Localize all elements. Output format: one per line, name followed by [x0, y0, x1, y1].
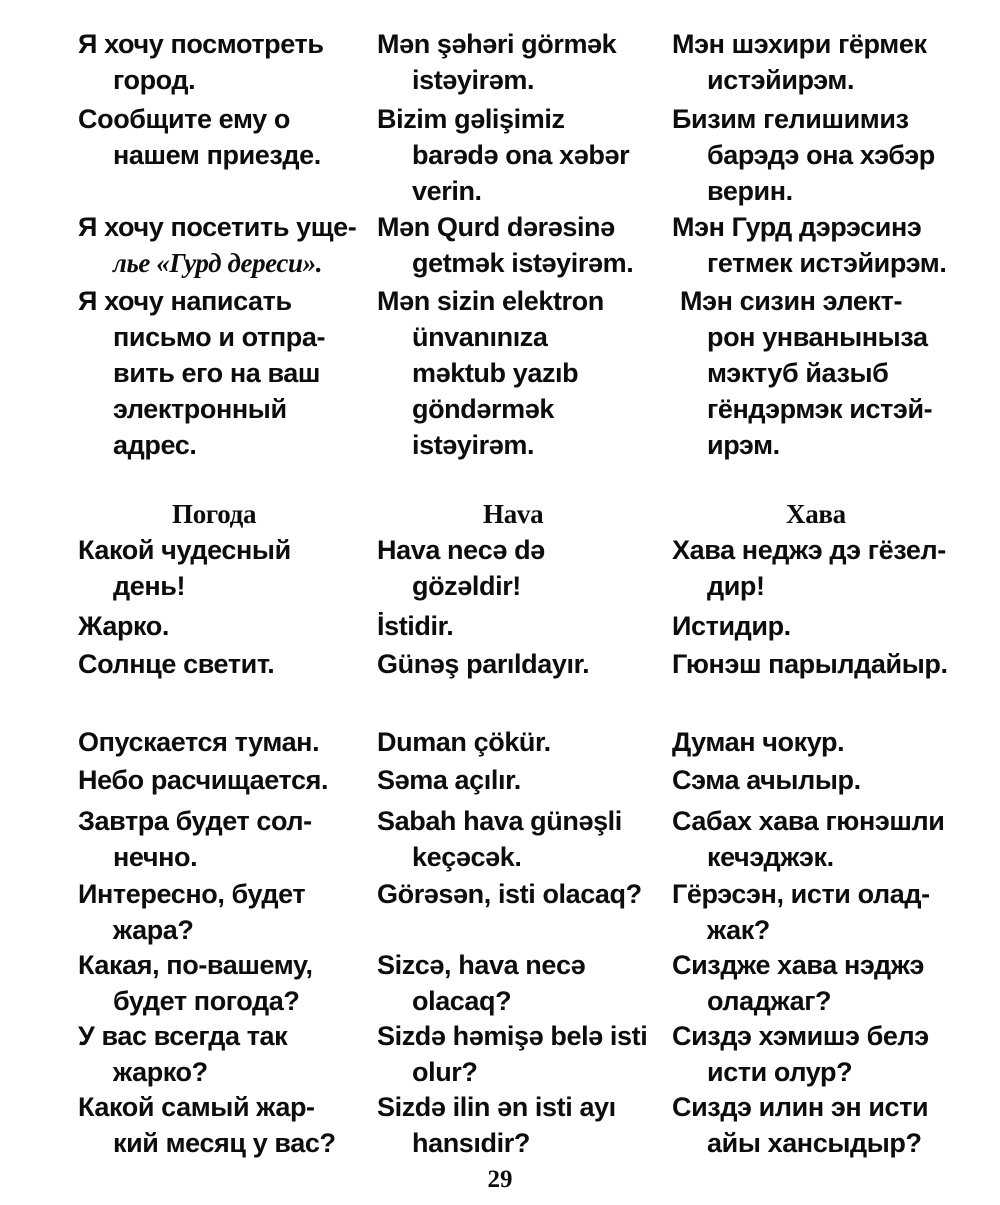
text-line: гёндэрмэк истэй- — [707, 394, 933, 424]
russian-phrase — [78, 608, 373, 644]
text-line: нечно. — [113, 842, 198, 872]
text-line: Хава неджэ дэ гёзел- — [672, 535, 946, 565]
text-line: Sabah hava günəşli — [377, 806, 622, 836]
text-line: Mən sizin elektron — [377, 286, 604, 316]
transliteration — [672, 209, 994, 281]
text-line: Сиздэ илин эн исти — [672, 1092, 929, 1122]
azerbaijani-phrase — [377, 1018, 669, 1090]
text-line: дир! — [707, 571, 765, 601]
russian-phrase — [78, 803, 373, 875]
russian-phrase — [78, 947, 373, 1019]
page-number: 29 — [487, 1166, 513, 1193]
text-line: Günəş parıldayır. — [377, 649, 590, 679]
text-line: keçəcək. — [412, 842, 522, 872]
text-line: Солнце светит. — [78, 649, 275, 679]
azerbaijani-phrase — [377, 1089, 669, 1161]
text-line: Небо расчищается. — [78, 765, 329, 795]
text-line: istəyirəm. — [412, 430, 535, 460]
text-line: Sizdə ilin ən isti ayı — [377, 1092, 616, 1122]
text-line: гетмек истэйирэм. — [707, 248, 947, 278]
text-line: вить его на ваш — [113, 358, 321, 388]
transliteration — [672, 803, 994, 875]
section-heading-russian: Погода — [172, 499, 257, 529]
text-line: жарко? — [113, 1057, 208, 1087]
text-line: верин. — [707, 176, 793, 206]
text-line: кечэджэк. — [707, 842, 834, 872]
text-line: У вас всегда так — [78, 1021, 288, 1051]
text-line: ирэм. — [707, 430, 780, 460]
text-line: Истидир. — [672, 611, 791, 641]
text-line: Гёрэсэн, исти олад- — [672, 879, 930, 909]
text-line: Сообщите ему о — [78, 104, 290, 134]
section-heading-azerbaijani: Hava — [483, 499, 544, 529]
russian-phrase — [78, 876, 373, 948]
text-line: getmək istəyirəm. — [412, 248, 634, 278]
transliteration — [672, 608, 994, 644]
text-line: barədə ona xəbər — [412, 140, 630, 170]
text-line: İstidir. — [377, 611, 454, 641]
text-line: Hava necə də — [377, 535, 545, 565]
text-line: жак? — [707, 915, 770, 945]
text-line: istəyirəm. — [412, 65, 535, 95]
text-line: olur? — [412, 1057, 478, 1087]
text-line: письмо и отпра- — [113, 322, 326, 352]
transliteration — [672, 876, 994, 948]
text-line: жара? — [113, 915, 194, 945]
text-line: айы хансыдыр? — [707, 1128, 922, 1158]
text-line: Sizcə, hava necə — [377, 950, 586, 980]
text-line: göndərmək — [412, 394, 554, 424]
text-line: лье «Гурд дереси». — [113, 248, 323, 278]
russian-phrase — [78, 532, 373, 604]
transliteration — [672, 532, 994, 604]
transliteration — [672, 646, 994, 682]
text-line: город. — [113, 65, 196, 95]
text-line: Мэн сизин элект- — [680, 286, 903, 316]
text-line: Какой самый жар- — [78, 1092, 315, 1122]
transliteration — [672, 26, 994, 98]
text-line: Bizim gəlişimiz — [377, 104, 565, 134]
text-line: Я хочу посмотреть — [78, 29, 324, 59]
text-line: Mən şəhəri görmək — [377, 29, 617, 59]
russian-phrase — [78, 26, 373, 98]
text-line: gözəldir! — [412, 571, 521, 601]
text-line: Səma açılır. — [377, 765, 521, 795]
transliteration — [672, 1018, 994, 1090]
azerbaijani-phrase — [377, 947, 669, 1019]
text-line: мэктуб йазыб — [707, 358, 889, 388]
text-line: Какой чудесный — [78, 535, 291, 565]
text-line: olacaq? — [412, 986, 512, 1016]
text-line: электронный — [113, 394, 287, 424]
russian-phrase — [78, 724, 373, 760]
text-line: hansıdir? — [412, 1128, 530, 1158]
text-line: Сиздже хава нэджэ — [672, 950, 925, 980]
azerbaijani-phrase — [377, 209, 669, 281]
azerbaijani-phrase — [377, 876, 669, 912]
azerbaijani-phrase — [377, 532, 669, 604]
russian-phrase — [78, 101, 373, 173]
azerbaijani-phrase — [377, 26, 669, 98]
text-line: кий месяц у вас? — [113, 1128, 336, 1158]
russian-phrase — [78, 1089, 373, 1161]
text-line: Бизим гелишимиз — [672, 104, 909, 134]
text-line: Görəsən, isti olacaq? — [377, 879, 642, 909]
text-line: Sizdə həmişə belə isti — [377, 1021, 648, 1051]
text-line: ünvanınıza — [412, 322, 548, 352]
text-line: Mən Qurd dərəsinə — [377, 212, 615, 242]
russian-phrase — [78, 762, 373, 798]
text-line: будет погода? — [113, 986, 300, 1016]
text-line: Думан чокур. — [672, 727, 845, 757]
transliteration — [672, 947, 994, 1019]
russian-phrase — [78, 646, 373, 682]
transliteration — [672, 724, 994, 760]
azerbaijani-phrase — [377, 762, 669, 798]
text-line: məktub yazıb — [412, 358, 579, 388]
text-line: барэдэ она хэбэр — [707, 140, 935, 170]
russian-phrase — [78, 283, 373, 463]
text-line: Завтра будет сол- — [78, 806, 312, 836]
text-line: нашем приезде. — [113, 140, 321, 170]
text-line: истэйирэм. — [707, 65, 855, 95]
text-line: Опускается туман. — [78, 727, 320, 757]
transliteration — [672, 283, 994, 463]
text-line: оладжаг? — [707, 986, 832, 1016]
text-line: Мэн шэхири гёрмек — [672, 29, 927, 59]
azerbaijani-phrase — [377, 101, 669, 209]
text-line: Сабах хава гюнэшли — [672, 806, 945, 836]
russian-phrase — [78, 209, 373, 281]
text-line: Какая, по-вашему, — [78, 950, 313, 980]
text-line: Жарко. — [78, 611, 169, 641]
russian-phrase — [78, 1018, 373, 1090]
transliteration — [672, 1089, 994, 1161]
text-line: Duman çökür. — [377, 727, 551, 757]
azerbaijani-phrase — [377, 283, 669, 463]
text-line: Я хочу посетить уще- — [78, 212, 357, 242]
azerbaijani-phrase — [377, 724, 669, 760]
text-line: адрес. — [113, 430, 197, 460]
text-line: исти олур? — [707, 1057, 853, 1087]
text-line: рон унваныныза — [707, 322, 928, 352]
text-line: Я хочу написать — [78, 286, 292, 316]
transliteration — [672, 762, 994, 798]
azerbaijani-phrase — [377, 803, 669, 875]
text-line: Интересно, будет — [78, 879, 306, 909]
text-line: Сэма ачылыр. — [672, 765, 861, 795]
azerbaijani-phrase — [377, 608, 669, 644]
text-line: Сиздэ хэмишэ белэ — [672, 1021, 929, 1051]
section-heading-transliteration: Хава — [786, 499, 846, 529]
text-line: день! — [113, 571, 186, 601]
text-line: Гюнэш парылдайыр. — [672, 649, 948, 679]
transliteration — [672, 101, 994, 209]
azerbaijani-phrase — [377, 646, 669, 682]
text-line: Мэн Гурд дэрэсинэ — [672, 212, 922, 242]
text-line: verin. — [412, 176, 482, 206]
